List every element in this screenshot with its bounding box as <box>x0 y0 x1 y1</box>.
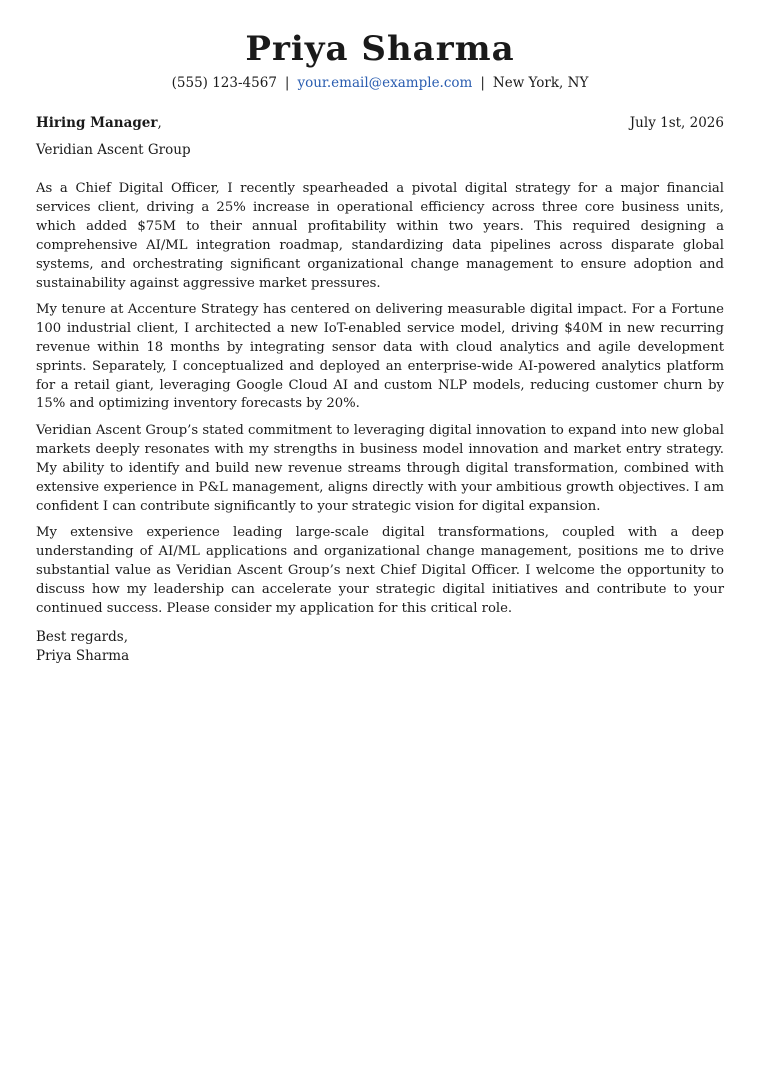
recipient-company: Veridian Ascent Group <box>36 142 191 158</box>
recipient-name: Hiring Manager <box>36 115 158 131</box>
body-paragraph: My extensive experience leading large-scale digital transformations, coupled with a deep understanding of AI/ML applications and organizational change management, positions me to drive substantial value as Veridian Ascent Group’s next Chief Digital Officer. I welcome the opportunity to discuss how my leadership can accelerate your strategic digital initiatives and contribute to your continued success. Please consider my application for this critical role. <box>36 524 724 616</box>
location: New York, NY <box>492 75 589 91</box>
phone-number: (555) 123-4567 <box>171 75 277 91</box>
body-paragraph: My tenure at Accenture Strategy has centered on delivering measurable digital impact. For a Fortune 100 industrial client, I architected a new IoT-enabled service model, driving $40M in new recurring revenue within 18 months by integrating sensor data with cloud analytics and agile development sprints. Separately, I conceptualized and deployed an enterprise-wide AI-powered analytics platform for a retail giant, leveraging Google Cloud AI and custom NLP models, reducing customer churn by 15% and optimizing inventory forecasts by 20%. <box>36 301 724 412</box>
letter-date: July 1st, 2026 <box>629 115 724 131</box>
letter-body <box>36 180 724 666</box>
letter-closing <box>36 628 724 666</box>
recipient-row <box>36 114 724 133</box>
recipient-name-comma: , <box>157 115 162 131</box>
closing-signature: Priya Sharma <box>36 648 130 665</box>
body-paragraph: As a Chief Digital Officer, I recently spearheaded a pivotal digital strategy for a major financial services client, driving a 25% increase in operational efficiency across three core business units, which added $75M to their annual profitability within two years. This required designing a comprehensive AI/ML integration roadmap, standardizing data pipelines across disparate global systems, and orchestrating significant organizational change management to ensure adoption and sustainability against aggressive market pressures. <box>36 181 724 291</box>
closing-salutation: Best regards, <box>36 629 129 646</box>
contact-line <box>36 74 724 92</box>
contact-separator: | <box>284 75 290 91</box>
email-link[interactable]: your.email@example.com <box>297 75 473 91</box>
contact-separator: | <box>480 75 485 91</box>
applicant-name: Priya Sharma <box>245 29 515 69</box>
body-paragraph: Veridian Ascent Group’s stated commitment to leveraging digital innovation to expand into new global markets deeply resonates with my strengths in business model innovation and market entry strategy. My ability to identify and build new revenue streams through digital transformation, combined with extensive experience in P&L management, aligns directly with your ambitious growth objectives. I am confident I can contribute significantly to your strategic vision for digital expansion. <box>36 422 724 514</box>
